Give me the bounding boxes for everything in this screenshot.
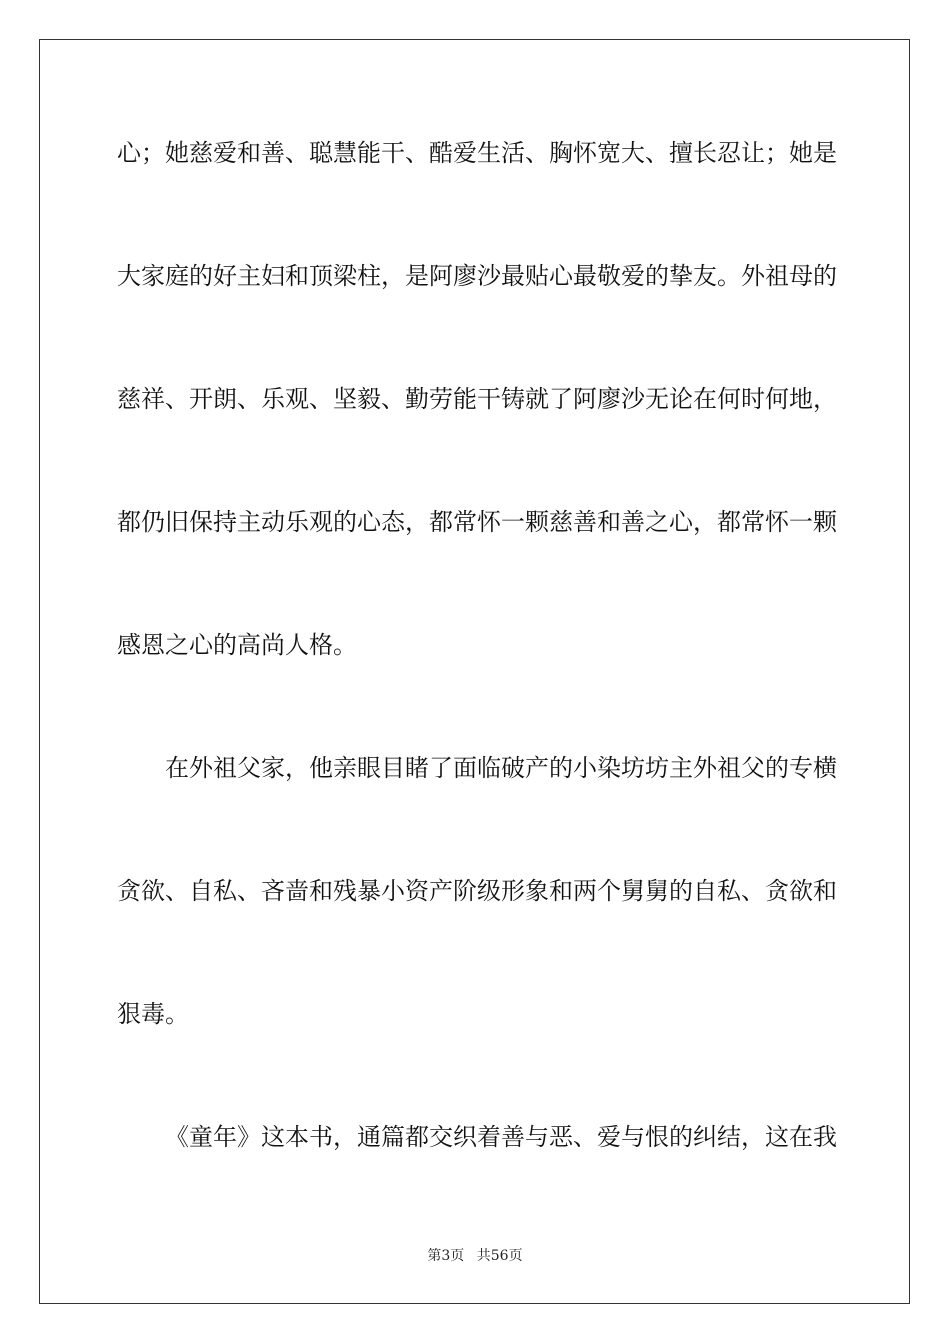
- text-line-6: 在外祖父家，他亲眼目睹了面临破产的小染坊坊主外祖父的专横: [165, 754, 837, 782]
- text-line-1: 心；她慈爱和善、聪慧能干、酷爱生活、胸怀宽大、擅长忍让；她是: [117, 139, 837, 167]
- text-line-7: 贪欲、自私、吝啬和残暴小资产阶级形象和两个舅舅的自私、贪欲和: [117, 877, 837, 905]
- page-footer: [0, 1247, 950, 1265]
- page-border: [39, 39, 910, 1304]
- text-line-3: 慈祥、开朗、乐观、坚毅、勤劳能干铸就了阿廖沙无论在何时何地，: [117, 385, 837, 413]
- text-line-8: 狠毒。: [117, 1000, 189, 1028]
- page-number-total: 共56页: [476, 1248, 523, 1264]
- text-line-2: 大家庭的好主妇和顶梁柱，是阿廖沙最贴心最敬爱的挚友。外祖母的: [117, 262, 837, 290]
- text-line-9: 《童年》这本书，通篇都交织着善与恶、爱与恨的纠结，这在我: [165, 1123, 837, 1151]
- text-line-5: 感恩之心的高尚人格。: [117, 631, 357, 659]
- page-number-current: 第3页: [427, 1248, 465, 1264]
- text-line-4: 都仍旧保持主动乐观的心态，都常怀一颗慈善和善之心，都常怀一颗: [117, 508, 837, 536]
